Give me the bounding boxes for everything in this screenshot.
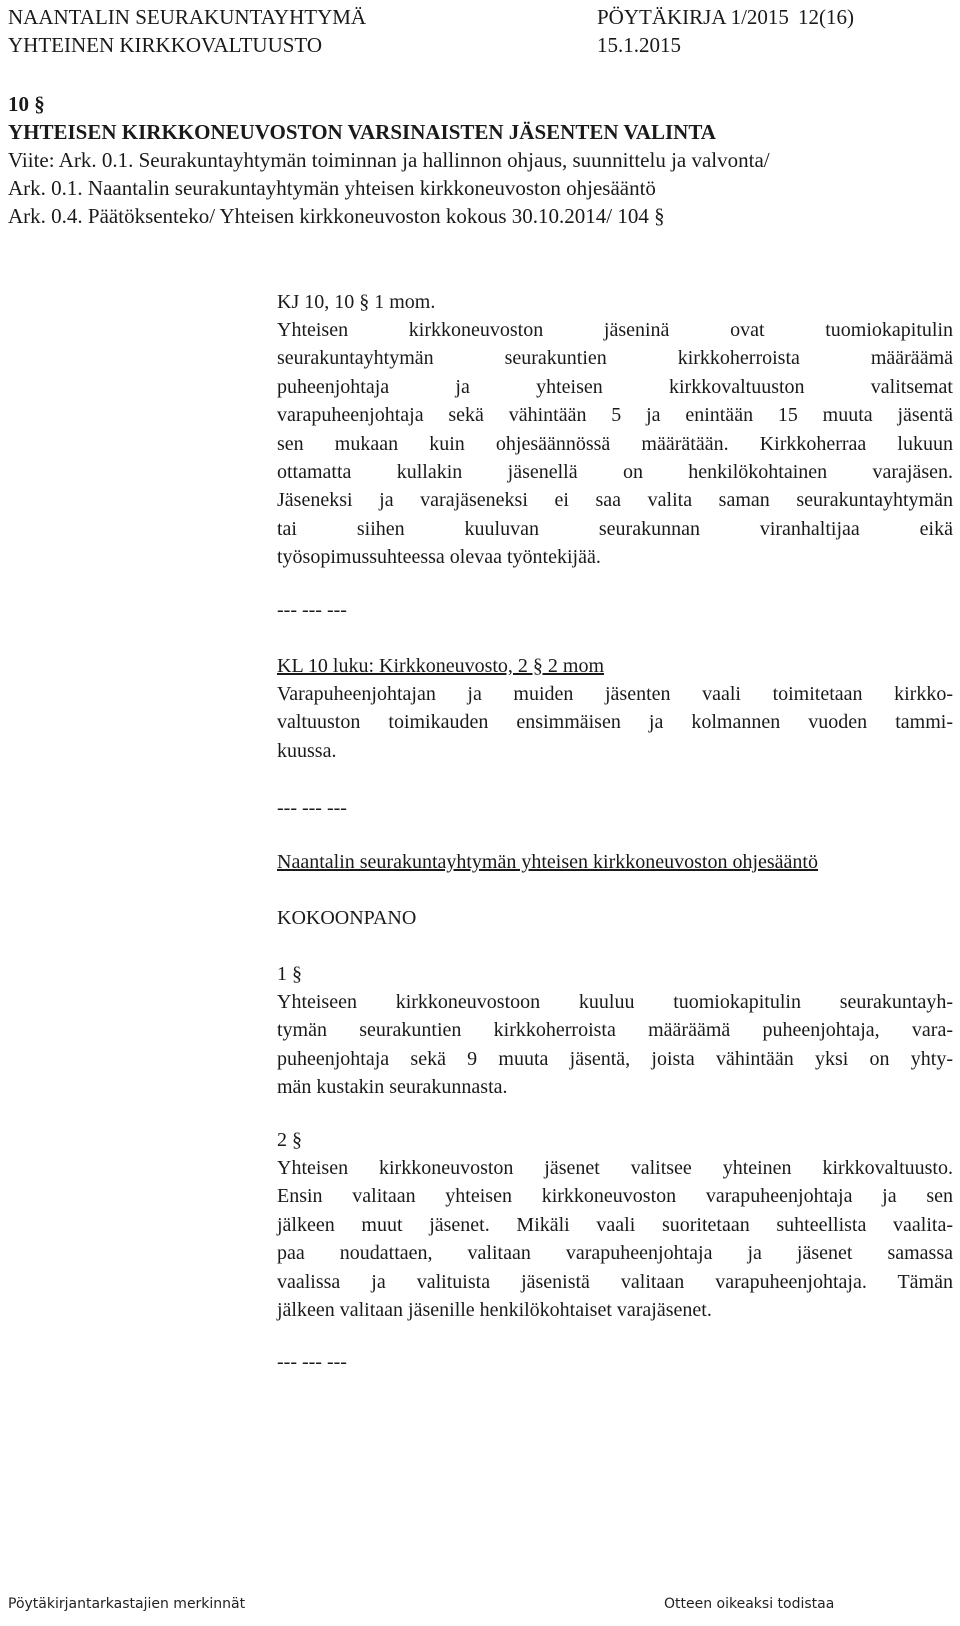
- header-doc-type: PÖYTÄKIRJA 1/2015: [597, 5, 789, 29]
- text-line: paa noudattaen, valitaan varapuheenjohtaja ja jäsenet samassa: [277, 1242, 953, 1265]
- text-line: tai siihen kuuluvan seurakunnan viranhaltijaa eikä: [277, 517, 953, 540]
- text-line: Yhteiseen kirkkoneuvostoon kuuluu tuomiokapitulin seurakuntayh-: [277, 991, 953, 1013]
- text-line: puheenjohtaja ja yhteisen kirkkovaltuuston valitsemat: [277, 375, 953, 398]
- section-title: YHTEISEN KIRKKONEUVOSTON VARSINAISTEN JÄSENTEN VALINTA: [8, 120, 716, 144]
- header-body: YHTEINEN KIRKKOVALTUUSTO: [8, 33, 323, 57]
- text-line: kuussa.: [277, 739, 337, 762]
- paragraph-1: [277, 960, 953, 1102]
- kokoonpano-heading: KOKOONPANO: [277, 907, 417, 929]
- kj-block: [277, 288, 953, 572]
- separator-text: --- --- ---: [277, 1351, 347, 1373]
- header-date: 15.1.2015: [597, 33, 681, 57]
- separator: [277, 794, 953, 822]
- footer-right: Otteen oikeaksi todistaa: [664, 1596, 835, 1612]
- text-line: tymän seurakuntien kirkkoherroista määräämä puheenjohtaja, vara-: [277, 1019, 953, 1042]
- text-line: Ensin valitaan yhteisen kirkkoneuvoston varapuheenjohtaja ja sen: [277, 1185, 953, 1208]
- separator: [277, 596, 953, 624]
- page-header-row-2: [8, 32, 953, 58]
- text-line: sen mukaan kuin ohjesäännössä määrätään. Kirkkoherraa lukuun: [277, 432, 953, 455]
- text-line: vaalissa ja valituista jäsenistä valitaan varapuheenjohtaja. Tämän: [277, 1270, 953, 1293]
- text-line: Varapuheenjohtajan ja muiden jäsenten vaali toimitetaan kirkko-: [277, 683, 953, 705]
- text-line: seurakuntayhtymän seurakuntien kirkkoherroista määräämä: [277, 347, 953, 370]
- ohjesaanto-heading-block: [277, 848, 953, 876]
- text-line: työsopimussuhteessa olevaa työntekijää.: [277, 546, 601, 569]
- separator: [277, 1348, 953, 1376]
- paragraph-number: 2 §: [277, 1129, 302, 1151]
- section-number: 10 §: [8, 92, 45, 116]
- reference-line: Viite: Ark. 0.1. Seurakuntayhtymän toiminnan ja hallinnon ohjaus, suunnittelu ja valvonta/: [8, 148, 770, 172]
- page-header-row-1: [8, 4, 953, 30]
- kl-paragraph: [277, 680, 953, 765]
- kj-heading: KJ 10, 10 § 1 mom.: [277, 291, 436, 313]
- text-line: valtuuston toimikauden ensimmäisen ja kolmannen vuoden tammi-: [277, 711, 953, 734]
- separator-text: --- --- ---: [277, 599, 347, 621]
- header-org: NAANTALIN SEURAKUNTAYHTYMÄ: [8, 5, 367, 29]
- kj-paragraph: [277, 316, 953, 572]
- text-line: Yhteisen kirkkoneuvoston jäsenet valitsee yhteinen kirkkovaltuusto.: [277, 1157, 953, 1179]
- ohjesaanto-subheading-block: [277, 904, 953, 932]
- text-line: Yhteisen kirkkoneuvoston jäseninä ovat tuomiokapitulin: [277, 319, 953, 341]
- paragraph-number: 1 §: [277, 963, 302, 985]
- separator-text: --- --- ---: [277, 797, 347, 819]
- text-line: jälkeen valitaan jäsenille henkilökohtaiset varajäsenet.: [277, 1299, 712, 1322]
- text-line: ottamatta kullakin jäsenellä on henkilökohtainen varajäsen.: [277, 461, 953, 484]
- footer-left: Pöytäkirjantarkastajien merkinnät: [8, 1596, 246, 1612]
- kl-heading: KL 10 luku: Kirkkoneuvosto, 2 § 2 mom: [277, 655, 605, 677]
- paragraph-text: [277, 988, 953, 1102]
- ohjesaanto-heading: Naantalin seurakuntayhtymän yhteisen kirkkoneuvoston ohjesääntö: [277, 851, 818, 873]
- text-line: puheenjohtaja sekä 9 muuta jäsentä, joista vähintään yksi on yhty-: [277, 1047, 953, 1070]
- reference-line: Ark. 0.4. Päätöksenteko/ Yhteisen kirkkoneuvoston kokous 30.10.2014/ 104 §: [8, 204, 665, 228]
- section-heading: [8, 90, 953, 230]
- paragraph-2: [277, 1126, 953, 1324]
- paragraph-text: [277, 1154, 953, 1324]
- text-line: Jäseneksi ja varajäseneksi ei saa valita saman seurakuntayhtymän: [277, 489, 953, 512]
- text-line: varapuheenjohtaja sekä vähintään 5 ja enintään 15 muuta jäsentä: [277, 404, 953, 427]
- text-line: män kustakin seurakunnasta.: [277, 1076, 508, 1099]
- kl-block: [277, 652, 953, 765]
- reference-line: Ark. 0.1. Naantalin seurakuntayhtymän yhteisen kirkkoneuvoston ohjesääntö: [8, 176, 656, 200]
- text-line: jälkeen muut jäsenet. Mikäli vaali suoritetaan suhteellista vaalita-: [277, 1213, 953, 1236]
- header-page-number: 12(16): [798, 5, 854, 29]
